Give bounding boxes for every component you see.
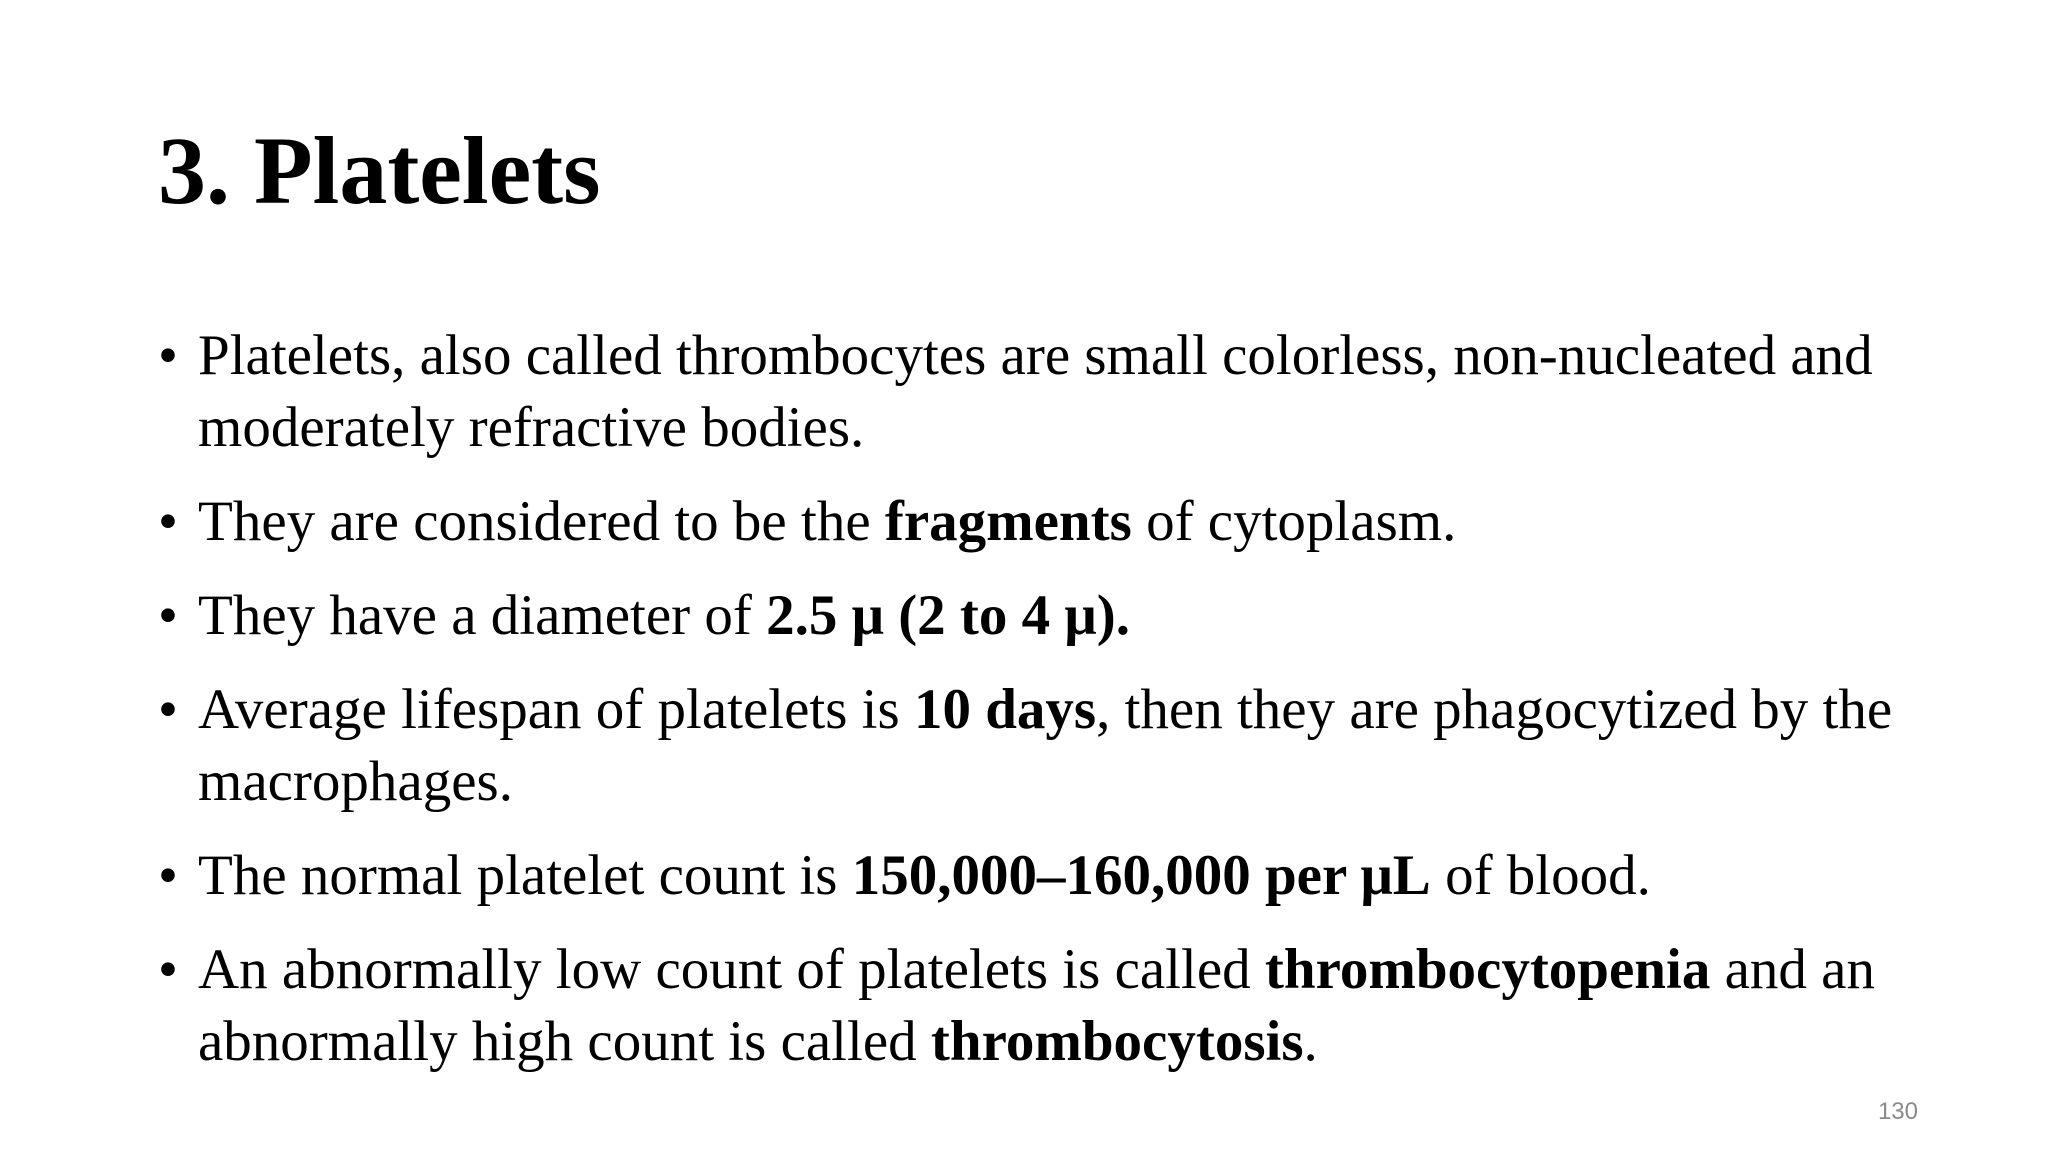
bullet-list bbox=[158, 320, 1918, 1100]
bullet-bold-term: thrombocytosis bbox=[930, 1010, 1304, 1073]
bullet-dot-icon: • bbox=[158, 490, 178, 553]
bullet-text bbox=[198, 938, 1875, 1073]
bullet-item bbox=[158, 674, 1918, 818]
bullet-text bbox=[198, 584, 1130, 647]
bullet-text bbox=[198, 844, 1651, 907]
bullet-text-segment: , then they are phagocytized by the macrophages. bbox=[198, 678, 1893, 813]
bullet-dot-icon: • bbox=[158, 584, 178, 647]
bullet-text-segment: They are considered to be the bbox=[198, 490, 885, 553]
bullet-text-segment: Platelets, also called thrombocytes are small colorless, non-nucleated and moderately refractive bodies. bbox=[198, 324, 1873, 459]
bullet-text-segment: and an abnormally high count is called bbox=[198, 938, 1875, 1073]
bullet-text-segment: The normal platelet count is bbox=[198, 844, 852, 907]
bullet-text-segment: of blood. bbox=[1430, 844, 1651, 907]
bullet-bold-term: fragments bbox=[884, 490, 1132, 553]
bullet-text bbox=[198, 490, 1456, 553]
slide-number: 130 bbox=[1877, 1098, 1918, 1125]
bullet-dot-icon: • bbox=[158, 678, 178, 741]
bullet-item bbox=[158, 840, 1918, 912]
bullet-item bbox=[158, 580, 1918, 652]
bullet-item bbox=[158, 320, 1918, 464]
bullet-dot-icon: • bbox=[158, 938, 178, 1001]
bullet-dot-icon: • bbox=[158, 324, 178, 387]
bullet-text-segment: of cytoplasm. bbox=[1131, 490, 1457, 553]
bullet-text-segment: An abnormally low count of platelets is called bbox=[198, 938, 1265, 1001]
bullet-item bbox=[158, 486, 1918, 558]
bullet-bold-term: thrombocytopenia bbox=[1264, 938, 1711, 1001]
bullet-text bbox=[198, 678, 1892, 813]
bullet-bold-term: 10 days bbox=[913, 678, 1097, 741]
bullet-text bbox=[198, 324, 1873, 459]
bullet-text-segment: . bbox=[1303, 1010, 1318, 1073]
bullet-text-segment: They have a diameter of bbox=[198, 584, 767, 647]
slide-title: 3. Platelets bbox=[158, 117, 601, 224]
bullet-text-segment: Average lifespan of platelets is bbox=[198, 678, 914, 741]
bullet-bold-term: 150,000–160,000 per μL bbox=[851, 844, 1431, 907]
bullet-dot-icon: • bbox=[158, 844, 178, 907]
bullet-item bbox=[158, 934, 1918, 1078]
bullet-bold-term: 2.5 μ (2 to 4 μ). bbox=[766, 584, 1130, 647]
